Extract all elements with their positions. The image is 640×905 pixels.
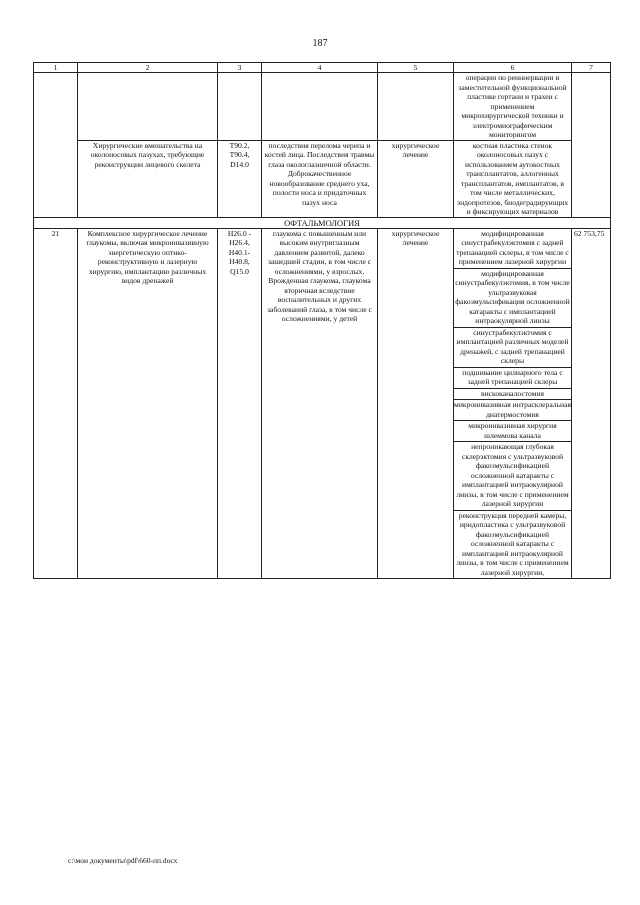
col-num-3: 3 [218,63,262,73]
column-numbers-row [34,63,611,73]
col-num-2: 2 [78,63,218,73]
page-number: 187 [312,38,328,49]
col-num-6: 6 [454,63,572,73]
method-item: вискоканалостомия [454,389,571,401]
methods-cell [454,228,572,579]
method-item: подшивание цилиарного тела с задней трепанацией склеры [454,368,571,389]
file-path-footer: c:\мои документы\pdf\660-пп.docx [68,856,178,865]
method-item: синустрабекулэктомия с имплантацией различных моделей дренажей, с задней трепанацией склеры [454,328,571,368]
table-row [34,140,611,217]
col-num-7: 7 [572,63,611,73]
method-cell: операции по реиннервации и заместительной функциональной пластике гортани и трахеи с применением микрохирургической техники и электромиографическим мониторингом [454,73,572,141]
col-num-4: 4 [262,63,378,73]
care-type-cell: Комплексное хирургическое лечение глаукомы, включая микроинвазивную энергетическую оптико-реконструктивную и лазерную хирургию, имплантацию различных видов дренажей [78,228,218,579]
col-num-1: 1 [34,63,78,73]
method-item: микроинвазивная хирургия шлеммова канала [454,421,571,442]
patient-model-cell: глаукома с повышенным или высоким внутриглазным давлением развитой, далеко зашедшей стадии, в том числе с осложнениями, у взрослых. Врожденная глаукома, глаукома вторичная вследствие воспалительных и других заболеваний глаза, в том числе с осложнениями, у детей [262,228,378,579]
medical-care-table [33,62,611,579]
method-item: реконструкция передней камеры, иридопластика с ультразвуковой факоэмульсификацией осложненной катаракты с имплантацией интраокулярной линзы, в том числе с применением лазерной хирургии, [456,510,569,577]
section-row [34,217,611,228]
row-number-cell: 21 [34,228,78,579]
continuation-row [34,73,611,141]
icd-codes-cell: T90.2, T90.4, D14.0 [218,140,262,217]
method-item: микроинвазивная интрасклеральная диатермостомия [454,400,571,421]
col-num-5: 5 [378,63,454,73]
patient-model-cell: последствия перелома черепа и костей лица. Последствия травмы глаза окологлазничной области. Доброкачественное новообразование среднего уха, полости носа и придаточных пазух носа [262,140,378,217]
icd-codes-cell: H26.0 - H26.4, H40.1-H40.8, Q15.0 [218,228,262,579]
method-item: модифицированная синустрабекулэктомия с задней трепанацией склеры, в том числе с применением лазерной хирургии [454,229,571,269]
method-item: модифицированная синустрабекулэктомия, в том числе ультразвуковая факоэмульсификация осложненной катаракты с имплантацией интраокулярной линзы [454,269,571,328]
price-cell: 62 753,75 [572,228,611,579]
method-item: непроникающая глубокая склерэктомия с ультразвуковой факоэмульсификацией осложненной катаракты с имплантацией интраокулярной линзы, в том числе с применением лазерной хирургии [454,442,571,511]
treatment-type-cell: хирургическое лечение [378,140,454,217]
treatment-type-cell: хирургическое лечение [378,228,454,579]
method-cell: костная пластика стенок околоносовых пазух с использованием аутокостных трансплантатов, аллогенных трансплантатов, имплантатов, в том числе металлических, эндопротезов, биодеградирующих и фиксирующих материалов [454,140,572,217]
section-title: ОФТАЛЬМОЛОГИЯ [34,217,611,228]
care-type-cell: Хирургические вмешательства на околоносовых пазухах, требующие реконструкции лицевого скелета [78,140,218,217]
table-row [34,228,611,579]
